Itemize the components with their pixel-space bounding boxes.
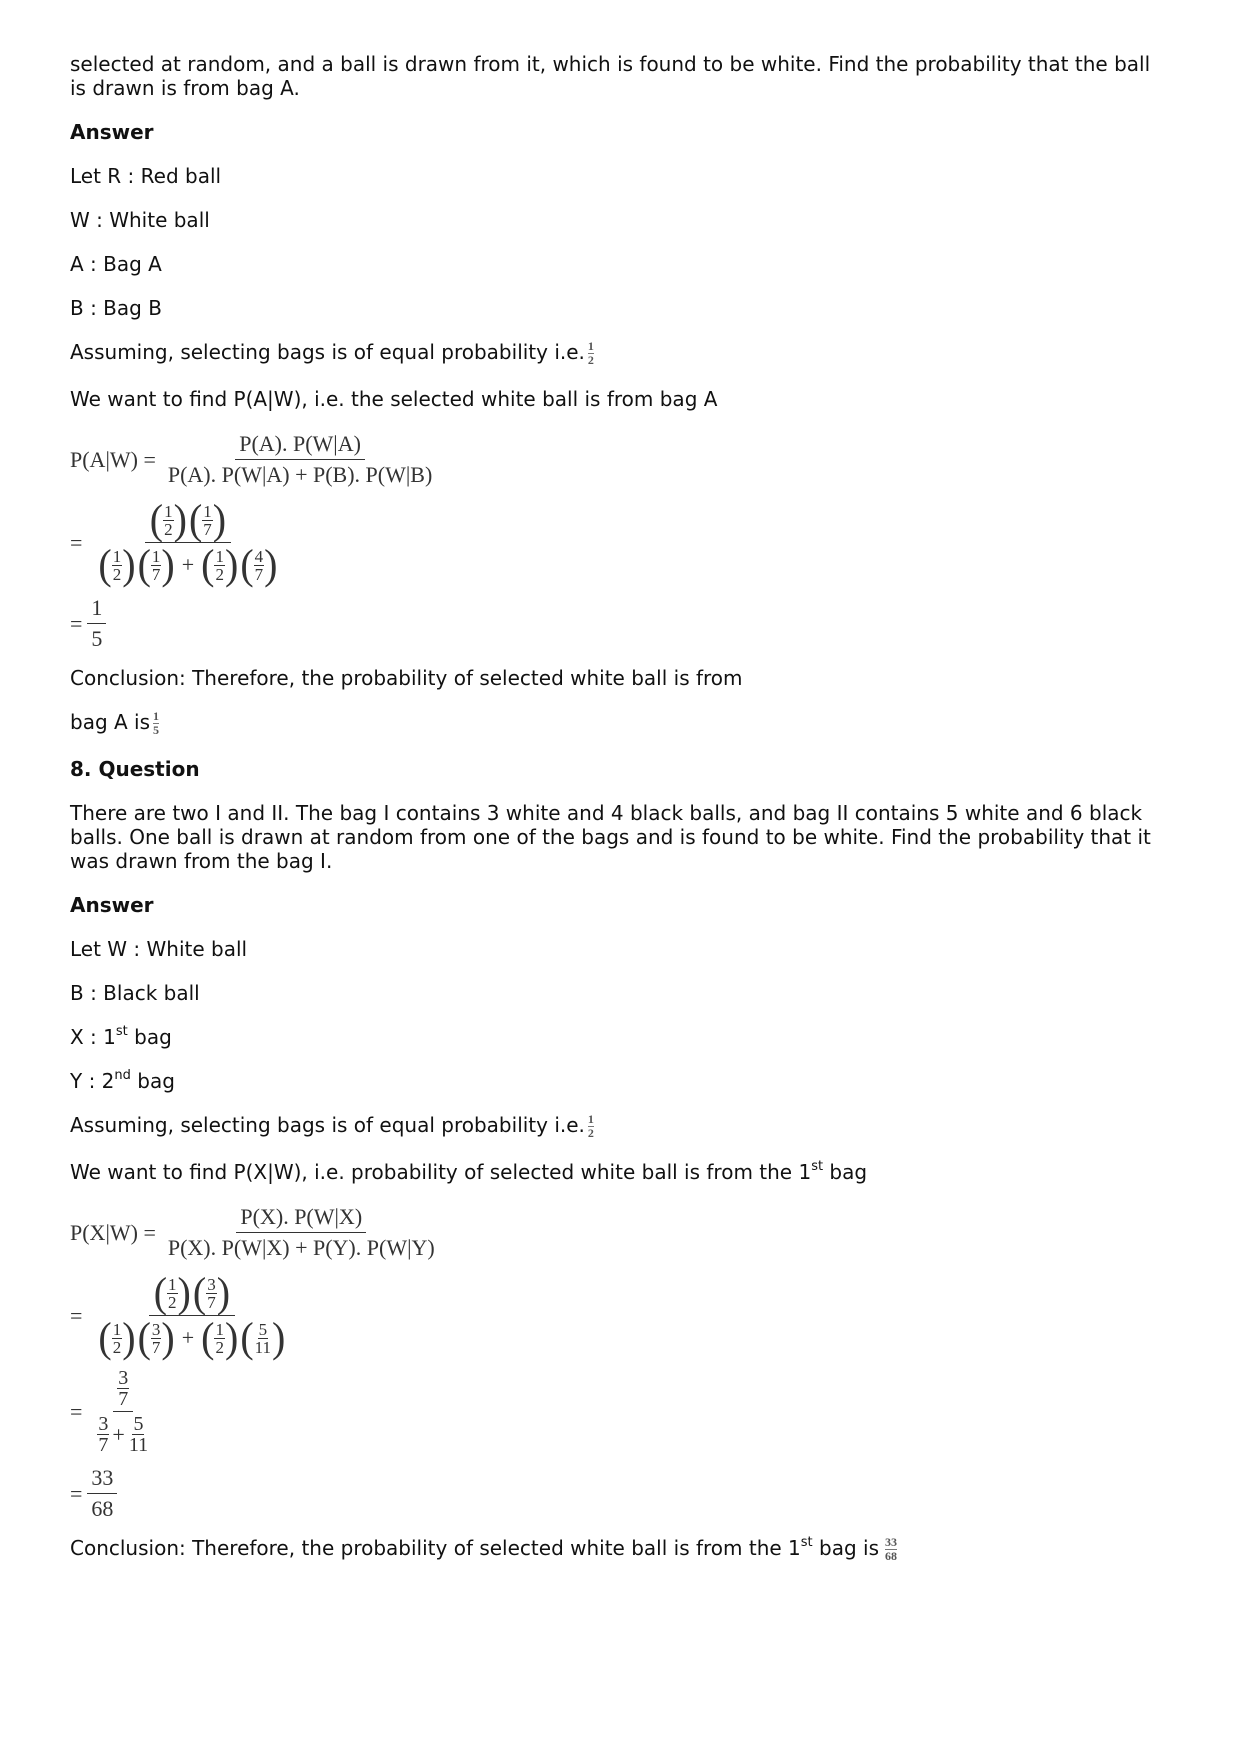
goal-line: We want to find P(X|W), i.e. probability of selected white ball is from the 1st bag (70, 1159, 868, 1184)
conclusion-line: Conclusion: Therefore, the probability of selected white ball is from the 1st bag is $\frac{33}{68}$ (70, 1535, 897, 1563)
question-continuation (70, 52, 1170, 100)
text-line: was drawn from the bag I. (70, 849, 333, 873)
result-denominator: 5 (91, 626, 103, 651)
inline-fraction: $\frac{33}{68}$ (885, 1535, 897, 1563)
assumption-line: Assuming, selecting bags is of equal probability i.e. $\frac{1}{2}$ (70, 1112, 594, 1140)
text-line: There are two I and II. The bag I contains 3 white and 4 black balls, and bag II contains 5 white and 6 black (70, 801, 1143, 825)
text-line: balls. One ball is drawn at random from one of the bags and is found to be white. Find the probability that it (70, 825, 1151, 849)
definition-y: Y : 2nd bag (70, 1068, 175, 1093)
inline-fraction: $\frac{1}{2}$ (587, 1112, 594, 1140)
assumption-line (70, 340, 1170, 367)
answer-heading: Answer (70, 893, 154, 917)
formula-denominator: P(A). P(W|A) + P(B). P(W|B) (167, 462, 433, 487)
question-text (70, 801, 1170, 873)
inline-fraction: $\frac{1}{2}$ (587, 339, 594, 367)
substitution-step: = ( $\frac{1}{2}$ ) ( $\frac{1}{7}$ ) ( $\frac{1}{2}$ ) ( $\frac{1}{7}$ ) + ( $\frac{1}{2}$ ) ( $\frac{4}{7}$ ) (70, 495, 278, 589)
conclusion-line: Conclusion: Therefore, the probability of selected white ball is from (70, 666, 743, 690)
definition-w: Let W : White ball (70, 937, 248, 961)
inline-fraction: $\frac{1}{5}$ (153, 709, 160, 737)
result-step: = $\frac{1}{5}$ (70, 595, 1170, 652)
formula-numerator: P(A). P(W|A) (235, 431, 365, 460)
definition-a: A : Bag A (70, 252, 162, 276)
goal-line: We want to find P(A|W), i.e. the selected white ball is from bag A (70, 387, 718, 411)
definition-b: B : Black ball (70, 981, 200, 1005)
definition-b: B : Bag B (70, 296, 162, 320)
formula-lhs: P(A|W) = (70, 446, 156, 472)
text-line: is drawn is from bag A. (70, 76, 300, 100)
result-step: = $\frac{33}{68}$ (70, 1465, 1170, 1522)
bayes-formula: P(X|W) = $\frac{P(X). P(W|X)}{P(X). P(W|X) + P(Y). P(W|Y)}$ (70, 1204, 435, 1260)
substitution-step: = ( $\frac{1}{2}$ ) ( $\frac{3}{7}$ ) ( $\frac{1}{2}$ ) ( $\frac{3}{7}$ ) + ( $\frac{1}{2}$ ) ( $\frac{5}{11}$ ) (70, 1268, 286, 1362)
assumption-text: Assuming, selecting bags is of equal probability i.e. (70, 340, 585, 364)
result-numerator: 1 (87, 595, 106, 624)
text-line: selected at random, and a ball is drawn from it, which is found to be white. Find the probability that the ball (70, 52, 1151, 76)
definition-x: X : 1st bag (70, 1024, 172, 1049)
document-page (70, 52, 1170, 1583)
definition-r: Let R : Red ball (70, 164, 222, 188)
conclusion-value-line: bag A is $\frac{1}{5}$ (70, 709, 160, 737)
simplified-step: = $\frac{3}{7}$ $\frac{3}{7}$ + $\frac{5}{11}$ (70, 1367, 149, 1456)
bayes-formula (70, 431, 1170, 488)
answer-heading: Answer (70, 120, 154, 144)
definition-w: W : White ball (70, 208, 210, 232)
question-heading: 8. Question (70, 757, 200, 781)
